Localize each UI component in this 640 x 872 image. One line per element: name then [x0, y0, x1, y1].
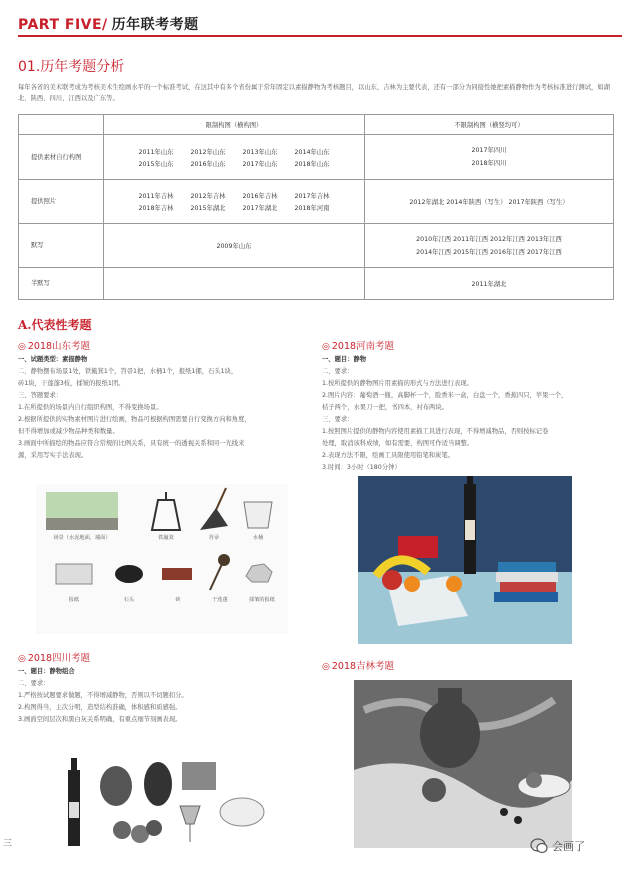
exam-line: 一、题目：静物组合 [18, 668, 75, 675]
table-head-limited: 限制构图（横构图） [104, 115, 365, 135]
year-item: 2012年吉林 [190, 193, 226, 200]
year-item: 2017年湖北 [242, 205, 278, 212]
exam-line: 1.按照图片提供的静物内容使用素描工具进行表现，不得增减物品，否则按标记卷 [322, 428, 549, 435]
crumpled-paper-image [242, 560, 276, 586]
year-item: 2014年山东 [294, 148, 330, 156]
year-item: 2017年吉林 [294, 193, 330, 200]
exam-line: 一、题目：静物 [322, 356, 367, 363]
exam-title-text: 2018山东考题 [27, 341, 91, 352]
exam-line: 3.画面空间层次和黑白灰关系明确，有重点细节刻画表现。 [18, 716, 182, 723]
year-item: 2015年山东 [138, 160, 174, 168]
watermark [530, 838, 585, 854]
lotus-pod-image [202, 552, 238, 592]
limited-cell [104, 268, 365, 300]
material-caption: 揉皱的报纸 [249, 597, 275, 603]
year-item: 2014年江西 2015年江西 2016年江西 2017年江西 [416, 248, 562, 256]
exam-line: 1.在所提供的场景内自行组织构图，不得变换场景。 [18, 404, 163, 411]
exam-line: 2.根据所提供的实物素材图片进行绘画，物品可根据构图需要自行变换方向和角度， [18, 416, 251, 423]
table-corner-cell [19, 115, 104, 135]
row-label: 提供照片 [19, 180, 104, 224]
material-caption: 干莲蓬 [212, 597, 228, 603]
table-row [19, 180, 614, 224]
year-item: 2018年四川 [471, 160, 507, 167]
exam-title-sichuan [18, 650, 90, 664]
table-header-row [19, 115, 614, 135]
year-item: 2011年吉林 [138, 193, 174, 200]
still-life-photo-jilin [354, 680, 572, 848]
table-row [19, 135, 614, 180]
year-item: 2017年四川 [471, 147, 507, 154]
table-row [19, 224, 614, 268]
exam-title-henan [322, 338, 394, 352]
watermark-text: 会画了 [552, 840, 585, 853]
exam-line: 2.构图得当，主次分明，造型结构准确，体积感和质感强。 [18, 704, 182, 711]
exam-line: 桔子两个，水果刀一把，书四本，衬布两块。 [322, 404, 448, 411]
materials-photo-sichuan [62, 752, 282, 852]
exam-line: 处理，取消该科成绩，如有需要，构图可作适当调整。 [322, 440, 474, 447]
circle-bullet-icon: ◎ [322, 342, 330, 352]
table-row [19, 268, 614, 300]
material-caption: 石头 [123, 597, 135, 603]
exam-title-jilin [322, 658, 394, 672]
header-cn: 历年联考考题 [111, 17, 199, 33]
year-item: 2018年山东 [294, 160, 330, 168]
exam-line: 3.时间：3小时（180分钟） [322, 464, 401, 471]
material-caption: 铁簸箕 [158, 535, 174, 541]
exam-line: 1.严格按试题要求做题，不得增减静物，否则以不切题扣分。 [18, 692, 188, 699]
row-label: 提供素材自行构图 [19, 135, 104, 180]
exam-title-text: 2018河南考题 [331, 341, 395, 352]
still-life-photo-henan [358, 476, 572, 644]
exam-title-shandong [18, 338, 90, 352]
row-label: 默写 [19, 224, 104, 268]
newspaper-image [54, 558, 94, 588]
year-item: 2011年山东 [138, 148, 174, 156]
exam-line: 1.按所提供的静物图片用素描的形式与方法进行表现。 [322, 380, 473, 387]
exam-line: 砖1块，干莲蓬3枝，揉皱的报纸1团。 [18, 380, 125, 387]
page-edge-mark: 三 [3, 839, 13, 849]
page-header [18, 14, 199, 34]
materials-panel-shandong [36, 484, 288, 634]
circle-bullet-icon: ◎ [322, 662, 330, 672]
limited-cell [104, 135, 365, 180]
table-head-free: 不限制构图（横竖均可） [365, 115, 614, 135]
exam-line: 二、要求： [18, 680, 50, 687]
stone-image [112, 560, 146, 586]
year-item: 2016年山东 [190, 160, 226, 168]
exam-line: 二、静物摆布场景1处，铁簸箕1个，笤帚1把，水桶1个，报纸1摞，石头1块， [18, 368, 238, 375]
year-item: 2016年吉林 [242, 193, 278, 200]
limited-cell: 2009年山东 [104, 224, 365, 268]
limited-cell [104, 180, 365, 224]
circle-bullet-icon: ◎ [18, 342, 26, 352]
section-title: 01.历年考题分析 [18, 59, 125, 75]
year-item: 2010年江西 2011年江西 2012年江西 2013年江西 [416, 235, 562, 243]
broom-image [194, 486, 234, 532]
exam-line: 2.表现方法不限，绘画工具限使用铅笔和炭笔。 [322, 452, 454, 459]
year-item: 2018年吉林 [138, 205, 174, 212]
exam-analysis-table [18, 114, 614, 300]
material-caption: 场景（水泥地面，墙面） [53, 535, 111, 541]
row-label: 半默写 [19, 268, 104, 300]
material-caption: 笤帚 [208, 535, 220, 541]
scene-image [46, 492, 118, 530]
exam-line: 3.画面中所描绘的物品应符合常规的比例关系，具有统一的透视关系和同一光线来 [18, 440, 245, 447]
material-caption: 砖 [175, 597, 181, 603]
exam-line: 一、试题类型：素描静物 [18, 356, 88, 363]
exam-line: 源，采用写实手法表现。 [18, 452, 88, 459]
free-cell: 2012年湖北 2014年陕西（写生） 2017年陕西（写生） [365, 180, 614, 224]
exam-body-sichuan [18, 666, 188, 726]
header-en: PART FIVE/ [18, 17, 108, 33]
exam-line: 2.图片内容：葡萄酒一瓶，高脚杯一个，脸香米一盒，白盘一个，香蕉四只，苹果一个， [322, 392, 568, 399]
exam-line: 三、要求： [322, 416, 354, 423]
circle-bullet-icon: ◎ [18, 654, 26, 664]
exam-title-text: 2018四川考题 [27, 653, 91, 664]
free-cell: 2011年湖北 [365, 268, 614, 300]
material-caption: 报纸 [68, 597, 80, 603]
exam-line: 但不得增加或减少物品种类和数量。 [18, 428, 119, 435]
exam-title-text: 2018吉林考题 [331, 661, 395, 672]
year-item: 2018年河南 [294, 205, 330, 212]
exam-body-henan [322, 354, 567, 474]
free-cell [365, 224, 614, 268]
dustpan-image [146, 490, 186, 532]
exam-line: 三、答题要求： [18, 392, 63, 399]
header-rule [18, 35, 622, 39]
year-item: 2012年山东 [190, 148, 226, 156]
material-caption: 水桶 [252, 535, 264, 541]
year-item: 2013年山东 [242, 148, 278, 156]
section-a-title: A.代表性考题 [18, 318, 92, 332]
year-item: 2017年山东 [242, 160, 278, 168]
brick-image [160, 564, 196, 584]
intro-paragraph: 每年各省的美术联考成为考核美术生绘画水平的一个标准考试，在这其中有多个省份属于常年固定以素描静物为考核题目，以山东、吉林为主要代表，还有一部分为同接性她把素描静物作为考核标准进行测试，如湖北、陕西、四川、江西以及广东等。 [18, 84, 610, 102]
bucket-image [240, 498, 276, 530]
exam-line: 二、要求： [322, 368, 354, 375]
free-cell [365, 135, 614, 180]
year-item: 2015年湖北 [190, 205, 226, 212]
exam-body-shandong [18, 354, 251, 462]
wechat-logo-icon [530, 838, 548, 854]
